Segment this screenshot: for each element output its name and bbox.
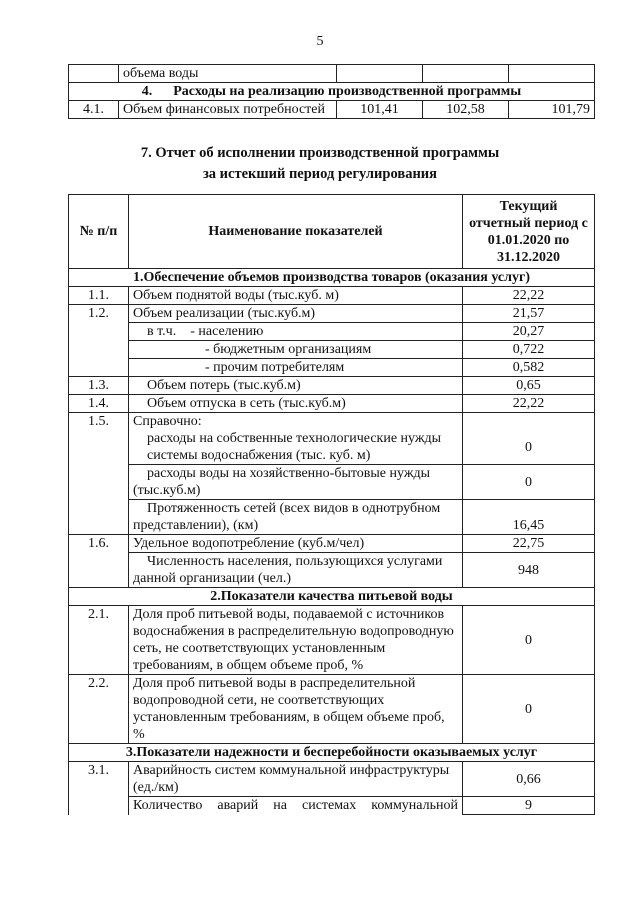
row-number: 2.2.	[69, 675, 129, 744]
row-name: Объем реализации (тыс.куб.м)	[129, 305, 463, 323]
row-number: 1.5.	[69, 413, 129, 465]
row-value: 21,57	[463, 305, 595, 323]
row-name: Доля проб питьевой воды в распределительной водопроводной сети, не соответствующих установленным требованиям, в общем объеме проб, %	[129, 675, 463, 744]
row-name: расходы воды на хозяйственно-бытовые нужды (тыс.куб.м)	[133, 466, 431, 498]
row-value: 22,75	[463, 535, 595, 553]
table-row	[69, 377, 595, 395]
row-number: 1.3.	[69, 377, 129, 395]
table-row	[69, 413, 595, 431]
financial-needs-table	[68, 64, 595, 119]
row-number: 1.4.	[69, 395, 129, 413]
header-period: Текущий отчетный период с 01.01.2020 по 31.12.2020	[463, 195, 595, 269]
row-number: 1.1.	[69, 287, 129, 305]
row-name: - прочим потребителям	[129, 359, 463, 377]
row-name: Объем поднятой воды (тыс.куб. м)	[129, 287, 463, 305]
row-value: 102,58	[423, 101, 509, 119]
production-program-report-table	[68, 194, 595, 815]
row-value	[337, 65, 423, 83]
section-title: 4. Расходы на реализацию производственной программы	[69, 83, 595, 101]
heading-line-1: 7. Отчет об исполнении производственной программы	[140, 145, 500, 161]
row-value: 22,22	[463, 287, 595, 305]
table-row	[69, 535, 595, 553]
row-value: 0	[463, 675, 595, 744]
table-section-row	[69, 744, 595, 762]
row-value: 16,45	[463, 500, 595, 535]
row-name: Объем отпуска в сеть (тыс.куб.м)	[129, 395, 463, 413]
table-header-row	[69, 195, 595, 269]
row-value	[509, 65, 595, 83]
row-name: расходы на собственные технологические нужды системы водоснабжения (тыс. куб. м)	[147, 431, 442, 463]
row-name: - бюджетным организациям	[129, 341, 463, 359]
row-value: 101,41	[337, 101, 423, 119]
row-value: 20,27	[463, 323, 595, 341]
row-value: 0,66	[463, 762, 595, 797]
row-value: 101,79	[509, 101, 595, 119]
table-row	[69, 553, 595, 588]
row-value: 0,65	[463, 377, 595, 395]
row-number: 4.1.	[69, 101, 119, 119]
row-name: Количество аварий на системах коммунальной	[129, 797, 463, 815]
row-name: Объем финансовых потребностей	[119, 101, 337, 119]
section-title: 1.Обеспечение объемов производства товаров (оказания услуг)	[69, 269, 595, 287]
row-value: 0	[463, 430, 595, 465]
table-section-row	[69, 588, 595, 606]
table-row	[69, 305, 595, 323]
row-name: Численность населения, пользующихся услугами данной организации (чел.)	[133, 554, 443, 586]
table-row	[69, 359, 595, 377]
report-heading	[0, 143, 640, 185]
row-name: в т.ч. - населению	[129, 323, 463, 341]
table-row	[69, 430, 595, 465]
table-row	[69, 341, 595, 359]
table-row	[69, 395, 595, 413]
row-number: 2.1.	[69, 606, 129, 675]
row-name: Доля проб питьевой воды, подаваемой с источников водоснабжения в распределительную водопроводную сеть, не соответствующих установленным требованиям, в общем объеме проб, %	[129, 606, 463, 675]
row-number: 1.2.	[69, 305, 129, 323]
row-name: Справочно:	[129, 413, 463, 431]
row-value: 22,22	[463, 395, 595, 413]
table-section-row	[69, 83, 595, 101]
row-value: 0	[463, 465, 595, 500]
row-number	[69, 65, 119, 83]
table-row	[69, 606, 595, 675]
row-number: 3.1.	[69, 762, 129, 797]
row-name: Объем потерь (тыс.куб.м)	[129, 377, 463, 395]
row-name: объема воды	[119, 65, 337, 83]
row-name: Протяженность сетей (всех видов в однотрубном представлении), (км)	[133, 501, 441, 533]
table-row	[69, 797, 595, 815]
row-value	[423, 65, 509, 83]
header-name: Наименование показателей	[129, 195, 463, 269]
table-row	[69, 762, 595, 797]
header-number: № п/п	[69, 195, 129, 269]
row-value: 0	[463, 606, 595, 675]
table-row	[69, 465, 595, 500]
row-number: 1.6.	[69, 535, 129, 553]
row-value: 0,722	[463, 341, 595, 359]
section-title: 2.Показатели качества питьевой воды	[69, 588, 595, 606]
table-row	[69, 101, 595, 119]
table-row	[69, 65, 595, 83]
heading-line-2: за истекший период регулирования	[202, 166, 438, 182]
table-section-row	[69, 269, 595, 287]
table-row	[69, 500, 595, 535]
page-number: 5	[316, 34, 324, 49]
table-row	[69, 287, 595, 305]
row-value: 948	[463, 553, 595, 588]
row-name: Удельное водопотребление (куб.м/чел)	[129, 535, 463, 553]
table-row	[69, 323, 595, 341]
row-value: 0,582	[463, 359, 595, 377]
section-title: 3.Показатели надежности и бесперебойности оказываемых услуг	[69, 744, 595, 762]
table-row	[69, 675, 595, 744]
row-value: 9	[463, 797, 595, 815]
row-name: Аварийность систем коммунальной инфраструктуры (ед./км)	[129, 762, 463, 797]
